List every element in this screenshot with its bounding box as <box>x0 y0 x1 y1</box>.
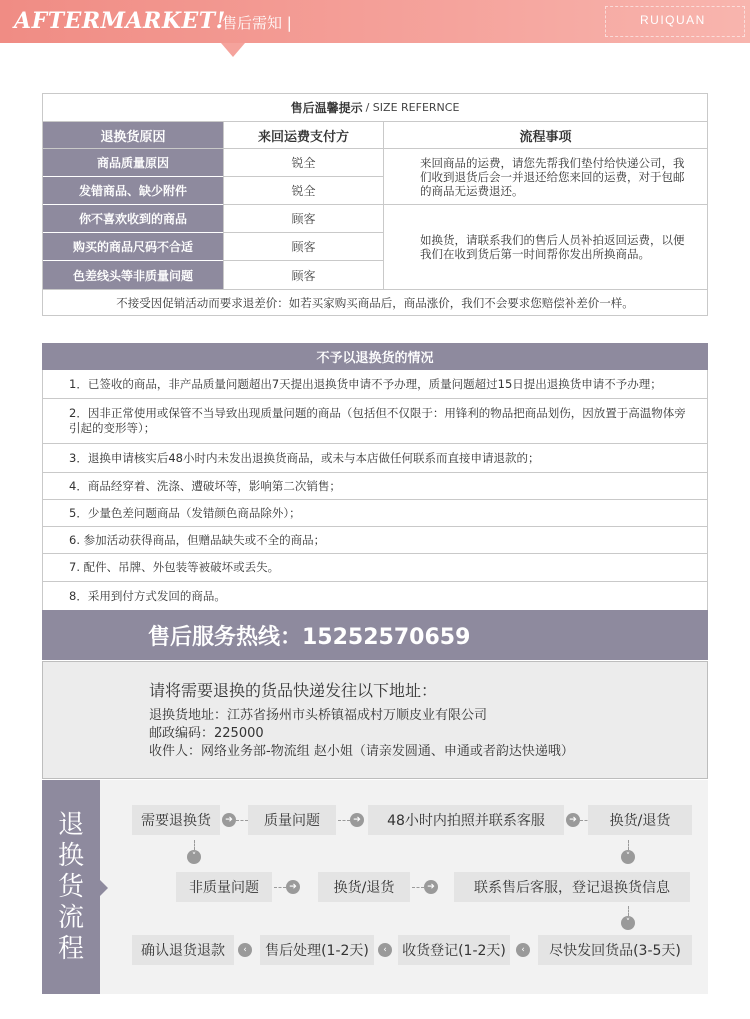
list-item: 1．已签收的商品，非产品质量问题超出7天提出退换货申请不予办理，质量问题超过15日提出退换货申请不予办理； <box>43 370 707 399</box>
header-payer: 来回运费支付方 <box>223 122 383 149</box>
flow-step-exchange-return: 换货/退货 <box>588 805 692 835</box>
banner-title-cn: 售后需知 | <box>222 14 292 32</box>
header-process: 流程事项 <box>383 122 707 149</box>
arrow-right-icon: ➔ <box>350 813 364 827</box>
header-banner <box>0 0 750 43</box>
arrow-left-icon: ‹ <box>238 943 252 957</box>
exclusions-title: 不予以退换货的情况 <box>42 343 708 370</box>
recipient: 收件人：网络业务部-物流组 赵小姐（请亲发圆通、申通或者韵达快递哦） <box>149 744 574 759</box>
arrow-right-icon: ➔ <box>424 880 438 894</box>
exclusions-list <box>42 370 708 610</box>
price-difference-note: 不接受因促销活动而要求退差价：如若买家购买商品后，商品涨价，我们不会要求您赔偿补差价一样。 <box>116 295 634 310</box>
flow-step-receipt-register: 收货登记(1-2天) <box>398 935 510 965</box>
arrow-left-icon: ‹ <box>378 943 392 957</box>
flow-arrow <box>238 943 252 957</box>
payer-cell: 顾客 <box>223 205 383 233</box>
list-item: 7. 配件、吊牌、外包装等被破坏或丢失。 <box>43 554 707 582</box>
list-item: 2．因非正常使用或保管不当导致出现质量问题的商品（包括但不仅限于：用锋利的物品把商品划伤，因放置于高温物体旁引起的变形等）； <box>43 399 707 444</box>
flow-side-label <box>42 780 100 994</box>
arrow-right-icon: ➔ <box>286 880 300 894</box>
flow-step-need-return: 需要退换货 <box>132 805 220 835</box>
flow-arrow-down <box>621 906 635 930</box>
reason-cell: 商品质量原因 <box>43 149 223 177</box>
flow-arrow <box>516 943 530 957</box>
list-item: 5．少量色差问题商品（发错颜色商品除外）； <box>43 500 707 527</box>
policy-title-bold: 售后温馨提示 <box>290 101 363 115</box>
payer-cell: 顾客 <box>223 261 383 290</box>
arrow-down-icon: ˅ <box>187 850 201 864</box>
reason-cell: 购买的商品尺码不合适 <box>43 233 223 261</box>
flow-step-quality-issue: 质量问题 <box>248 805 336 835</box>
payer-cell: 顾客 <box>223 233 383 261</box>
postal-code: 邮政编码：225000 <box>149 726 264 741</box>
flow-step-contact-register: 联系售后客服，登记退换货信息 <box>454 872 690 902</box>
return-address-panel <box>42 661 708 779</box>
policy-title-sub: / SIZE REFERNCE <box>365 101 460 114</box>
payer-cell: 锐全 <box>223 177 383 205</box>
flow-step-non-quality: 非质量问题 <box>176 872 272 902</box>
banner-title-en: AFTERMARKET! <box>14 8 226 34</box>
banner-notch <box>221 43 245 57</box>
flow-arrow <box>222 813 248 827</box>
flow-step-exchange-return-2: 换货/退货 <box>318 872 410 902</box>
list-item: 6. 参加活动获得商品，但赠品缺失或不全的商品； <box>43 527 707 554</box>
list-item: 4．商品经穿着、洗涤、遭破坏等，影响第二次销售； <box>43 473 707 500</box>
arrow-down-icon: ˅ <box>621 916 635 930</box>
reason-cell: 发错商品、缺少附件 <box>43 177 223 205</box>
process-note-exchange: 如换货，请联系我们的售后人员补拍返回运费，以便我们在收到货后第一时间帮你发出所换商品。 <box>383 205 707 290</box>
list-item: 3．退换申请核实后48小时内未发出退换货商品，或未与本店做任何联系而直接申请退款的； <box>43 444 707 473</box>
address-line: 退换货地址：江苏省扬州市头桥镇福成村万顺皮业有限公司 <box>149 708 488 723</box>
arrow-down-icon: ˅ <box>621 850 635 864</box>
list-item: 8．采用到付方式发回的商品。 <box>69 588 226 603</box>
flow-arrow <box>338 813 364 827</box>
flow-step-aftersale-process: 售后处理(1-2天) <box>260 935 374 965</box>
arrow-right-icon: ➔ <box>222 813 236 827</box>
flow-step-photo-contact: 48小时内拍照并联系客服 <box>368 805 564 835</box>
arrow-right-icon: ➔ <box>566 813 580 827</box>
process-note-refund: 来回商品的运费，请您先帮我们垫付给快递公司，我们收到退货后会一并退还给您来回的运费，对于包邮的商品无运费退还。 <box>383 149 707 205</box>
return-flow <box>42 780 708 994</box>
brand-logo: RUIQUAN <box>640 13 706 27</box>
flow-step-ship-back: 尽快发回货品(3-5天) <box>538 935 692 965</box>
flow-arrow <box>378 943 392 957</box>
flow-arrow <box>274 880 300 894</box>
service-hotline: 售后服务热线：15252570659 <box>42 610 708 660</box>
payer-cell: 锐全 <box>223 149 383 177</box>
flow-step-confirm-refund: 确认退货退款 <box>132 935 234 965</box>
flow-arrow-down <box>187 840 201 864</box>
reason-cell: 色差线头等非质量问题 <box>43 261 223 290</box>
flow-title: 退 换 货 流 程 <box>57 810 84 964</box>
flow-arrow <box>412 880 438 894</box>
policy-table <box>42 93 708 316</box>
flow-arrow-down <box>621 840 635 864</box>
arrow-left-icon: ‹ <box>516 943 530 957</box>
header-reason: 退换货原因 <box>43 122 223 149</box>
address-heading: 请将需要退换的货品快递发往以下地址： <box>149 681 438 700</box>
reason-cell: 你不喜欢收到的商品 <box>43 205 223 233</box>
policy-table-title <box>43 94 707 122</box>
side-pointer <box>100 880 108 896</box>
